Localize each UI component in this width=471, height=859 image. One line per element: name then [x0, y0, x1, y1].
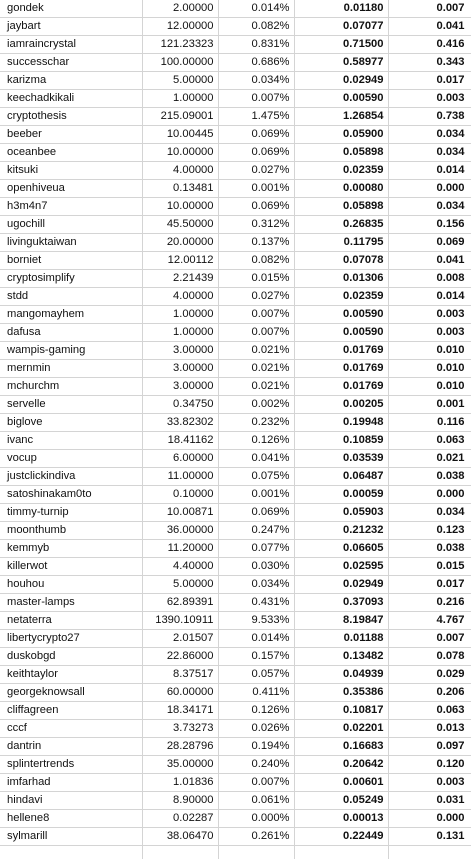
- amount-cell[interactable]: 1.00000: [142, 306, 218, 324]
- name-cell[interactable]: livinguktaiwan: [0, 234, 142, 252]
- payout-cell[interactable]: 0.216: [388, 594, 471, 612]
- amount-cell[interactable]: 3.73273: [142, 720, 218, 738]
- table-row: [0, 432, 471, 450]
- share-cell[interactable]: 0.01188: [294, 630, 388, 648]
- table-row: [0, 576, 471, 594]
- name-cell[interactable]: ivanc: [0, 432, 142, 450]
- payout-cell[interactable]: 0.003: [388, 774, 471, 792]
- percent-cell[interactable]: 0.021%: [218, 342, 294, 360]
- payout-cell[interactable]: 0.008: [388, 270, 471, 288]
- amount-cell[interactable]: 38.06470: [142, 828, 218, 846]
- table-row: [0, 252, 471, 270]
- name-cell[interactable]: justclickindiva: [0, 468, 142, 486]
- amount-cell[interactable]: 0.34750: [142, 396, 218, 414]
- share-cell[interactable]: 0.02595: [294, 558, 388, 576]
- amount-cell[interactable]: 10.00000: [142, 198, 218, 216]
- percent-cell[interactable]: 0.075%: [218, 468, 294, 486]
- table-row: [0, 162, 471, 180]
- table-row: [0, 792, 471, 810]
- payout-cell[interactable]: 0.038: [388, 540, 471, 558]
- name-cell[interactable]: mchurchm: [0, 378, 142, 396]
- amount-cell[interactable]: 5.00000: [142, 72, 218, 90]
- share-cell[interactable]: 0.01180: [294, 0, 388, 18]
- payout-cell[interactable]: 0.343: [388, 54, 471, 72]
- share-cell[interactable]: 0.21232: [294, 522, 388, 540]
- percent-cell[interactable]: 0.007%: [218, 324, 294, 342]
- table-row: [0, 630, 471, 648]
- amount-cell[interactable]: 12.00000: [142, 18, 218, 36]
- amount-cell[interactable]: 8.90000: [142, 792, 218, 810]
- percent-cell[interactable]: 0.431%: [218, 594, 294, 612]
- table-row: [0, 612, 471, 630]
- table-row: [0, 90, 471, 108]
- name-cell[interactable]: kitsuki: [0, 162, 142, 180]
- name-cell[interactable]: borniet: [0, 252, 142, 270]
- table-row: [0, 126, 471, 144]
- name-cell[interactable]: h3m4n7: [0, 198, 142, 216]
- amount-cell[interactable]: 3.00000: [142, 342, 218, 360]
- share-cell[interactable]: [294, 846, 388, 859]
- amount-cell[interactable]: 62.89391: [142, 594, 218, 612]
- payout-cell[interactable]: 0.156: [388, 216, 471, 234]
- share-cell[interactable]: 0.10817: [294, 702, 388, 720]
- amount-cell[interactable]: [142, 846, 218, 859]
- payout-cell[interactable]: 0.007: [388, 0, 471, 18]
- amount-cell[interactable]: 2.01507: [142, 630, 218, 648]
- amount-cell[interactable]: 215.09001: [142, 108, 218, 126]
- share-cell[interactable]: 0.02949: [294, 72, 388, 90]
- table-row: [0, 144, 471, 162]
- percent-cell[interactable]: 0.240%: [218, 756, 294, 774]
- payout-cell[interactable]: 0.097: [388, 738, 471, 756]
- share-cell[interactable]: 0.11795: [294, 234, 388, 252]
- table-row: [0, 180, 471, 198]
- table-row: [0, 720, 471, 738]
- share-cell[interactable]: 0.01769: [294, 360, 388, 378]
- name-cell[interactable]: mangomayhem: [0, 306, 142, 324]
- name-cell[interactable]: imfarhad: [0, 774, 142, 792]
- name-cell[interactable]: cliffagreen: [0, 702, 142, 720]
- percent-cell[interactable]: 1.475%: [218, 108, 294, 126]
- name-cell[interactable]: biglove: [0, 414, 142, 432]
- payout-cell[interactable]: 0.010: [388, 378, 471, 396]
- name-cell[interactable]: sylmarill: [0, 828, 142, 846]
- payout-cell[interactable]: 0.123: [388, 522, 471, 540]
- percent-cell[interactable]: 0.007%: [218, 306, 294, 324]
- share-cell[interactable]: 1.26854: [294, 108, 388, 126]
- percent-cell[interactable]: 0.026%: [218, 720, 294, 738]
- name-cell[interactable]: libertycrypto27: [0, 630, 142, 648]
- percent-cell[interactable]: 0.686%: [218, 54, 294, 72]
- name-cell[interactable]: houhou: [0, 576, 142, 594]
- table-row: [0, 756, 471, 774]
- table-row: [0, 288, 471, 306]
- share-cell[interactable]: 0.10859: [294, 432, 388, 450]
- table-row: [0, 234, 471, 252]
- share-cell[interactable]: 0.01769: [294, 342, 388, 360]
- amount-cell[interactable]: 1.00000: [142, 324, 218, 342]
- amount-cell[interactable]: 4.00000: [142, 162, 218, 180]
- percent-cell[interactable]: 0.126%: [218, 432, 294, 450]
- table-row: [0, 72, 471, 90]
- payout-cell[interactable]: 0.014: [388, 288, 471, 306]
- table-row: [0, 324, 471, 342]
- amount-cell[interactable]: 1.00000: [142, 90, 218, 108]
- amount-cell[interactable]: 3.00000: [142, 360, 218, 378]
- amount-cell[interactable]: 36.00000: [142, 522, 218, 540]
- percent-cell[interactable]: 0.041%: [218, 450, 294, 468]
- percent-cell[interactable]: 0.126%: [218, 702, 294, 720]
- name-cell[interactable]: oceanbee: [0, 144, 142, 162]
- percent-cell[interactable]: 0.082%: [218, 252, 294, 270]
- payout-cell[interactable]: 0.003: [388, 324, 471, 342]
- amount-cell[interactable]: 60.00000: [142, 684, 218, 702]
- name-cell[interactable]: successchar: [0, 54, 142, 72]
- share-cell[interactable]: 0.06487: [294, 468, 388, 486]
- percent-cell[interactable]: 0.247%: [218, 522, 294, 540]
- table-row: [0, 504, 471, 522]
- share-cell[interactable]: 0.04939: [294, 666, 388, 684]
- amount-cell[interactable]: 5.00000: [142, 576, 218, 594]
- payout-cell[interactable]: 0.069: [388, 234, 471, 252]
- table-row: [0, 738, 471, 756]
- share-cell[interactable]: 8.19847: [294, 612, 388, 630]
- share-cell[interactable]: 0.00080: [294, 180, 388, 198]
- table-row: [0, 810, 471, 828]
- table-row: [0, 540, 471, 558]
- amount-cell[interactable]: 11.20000: [142, 540, 218, 558]
- amount-cell[interactable]: 18.34171: [142, 702, 218, 720]
- table-row: [0, 468, 471, 486]
- share-cell[interactable]: 0.00590: [294, 90, 388, 108]
- table-row: [0, 36, 471, 54]
- amount-cell[interactable]: 2.00000: [142, 0, 218, 18]
- share-cell[interactable]: 0.22449: [294, 828, 388, 846]
- share-cell[interactable]: 0.03539: [294, 450, 388, 468]
- payout-cell[interactable]: 0.078: [388, 648, 471, 666]
- amount-cell[interactable]: 10.00445: [142, 126, 218, 144]
- payout-cell[interactable]: 0.003: [388, 90, 471, 108]
- table-row: [0, 270, 471, 288]
- amount-cell[interactable]: 3.00000: [142, 378, 218, 396]
- percent-cell[interactable]: 0.007%: [218, 90, 294, 108]
- amount-cell[interactable]: 35.00000: [142, 756, 218, 774]
- payout-cell[interactable]: 0.010: [388, 342, 471, 360]
- payout-cell[interactable]: 0.034: [388, 144, 471, 162]
- payout-cell[interactable]: 0.021: [388, 450, 471, 468]
- share-cell[interactable]: 0.00601: [294, 774, 388, 792]
- amount-cell[interactable]: 12.00112: [142, 252, 218, 270]
- amount-cell[interactable]: 1.01836: [142, 774, 218, 792]
- percent-cell[interactable]: 0.232%: [218, 414, 294, 432]
- table-row: [0, 450, 471, 468]
- table-row: [0, 684, 471, 702]
- table-row: [0, 414, 471, 432]
- table-row: [0, 594, 471, 612]
- table-row: [0, 342, 471, 360]
- amount-cell[interactable]: 33.82302: [142, 414, 218, 432]
- table-row: [0, 108, 471, 126]
- name-cell[interactable]: stdd: [0, 288, 142, 306]
- amount-cell[interactable]: 4.40000: [142, 558, 218, 576]
- amount-cell[interactable]: 11.00000: [142, 468, 218, 486]
- share-cell[interactable]: 0.58977: [294, 54, 388, 72]
- amount-cell[interactable]: 6.00000: [142, 450, 218, 468]
- amount-cell[interactable]: 10.00000: [142, 144, 218, 162]
- percent-cell[interactable]: 0.034%: [218, 576, 294, 594]
- amount-cell[interactable]: 100.00000: [142, 54, 218, 72]
- table-row: [0, 0, 471, 18]
- payout-cell[interactable]: 0.131: [388, 828, 471, 846]
- table-row: [0, 396, 471, 414]
- payout-cell[interactable]: 0.000: [388, 486, 471, 504]
- payout-cell[interactable]: 0.017: [388, 576, 471, 594]
- table-row: [0, 198, 471, 216]
- amount-cell[interactable]: 121.23323: [142, 36, 218, 54]
- payout-cell[interactable]: 0.015: [388, 558, 471, 576]
- name-cell[interactable]: dantrin: [0, 738, 142, 756]
- name-cell[interactable]: beeber: [0, 126, 142, 144]
- share-cell[interactable]: 0.05900: [294, 126, 388, 144]
- percent-cell[interactable]: 0.007%: [218, 774, 294, 792]
- table-row: [0, 378, 471, 396]
- percent-cell[interactable]: 0.312%: [218, 216, 294, 234]
- share-cell[interactable]: 0.06605: [294, 540, 388, 558]
- payout-cell[interactable]: 0.014: [388, 162, 471, 180]
- payout-cell[interactable]: 0.000: [388, 810, 471, 828]
- name-cell[interactable]: wampis-gaming: [0, 342, 142, 360]
- payout-cell[interactable]: 0.038: [388, 468, 471, 486]
- table-row: [0, 558, 471, 576]
- name-cell[interactable]: mernmin: [0, 360, 142, 378]
- payout-cell[interactable]: 0.063: [388, 432, 471, 450]
- percent-cell[interactable]: 0.027%: [218, 288, 294, 306]
- share-cell[interactable]: 0.19948: [294, 414, 388, 432]
- percent-cell[interactable]: 0.411%: [218, 684, 294, 702]
- share-cell[interactable]: 0.00013: [294, 810, 388, 828]
- name-cell[interactable]: cccf: [0, 720, 142, 738]
- share-cell[interactable]: 0.02359: [294, 288, 388, 306]
- table-row: [0, 18, 471, 36]
- payout-cell[interactable]: 0.041: [388, 252, 471, 270]
- payout-cell[interactable]: 0.017: [388, 72, 471, 90]
- table-row: [0, 522, 471, 540]
- share-cell[interactable]: 0.02201: [294, 720, 388, 738]
- name-cell[interactable]: servelle: [0, 396, 142, 414]
- share-cell[interactable]: 0.71500: [294, 36, 388, 54]
- payout-cell[interactable]: 0.041: [388, 18, 471, 36]
- percent-cell[interactable]: 0.014%: [218, 0, 294, 18]
- share-cell[interactable]: 0.26835: [294, 216, 388, 234]
- share-cell[interactable]: 0.05249: [294, 792, 388, 810]
- share-cell[interactable]: 0.00590: [294, 324, 388, 342]
- amount-cell[interactable]: 18.41162: [142, 432, 218, 450]
- name-cell[interactable]: keithtaylor: [0, 666, 142, 684]
- share-cell[interactable]: 0.20642: [294, 756, 388, 774]
- payout-cell[interactable]: 0.116: [388, 414, 471, 432]
- payout-cell[interactable]: 0.063: [388, 702, 471, 720]
- payout-cell[interactable]: 0.001: [388, 396, 471, 414]
- name-cell[interactable]: [0, 846, 142, 859]
- share-cell[interactable]: 0.00059: [294, 486, 388, 504]
- table-row: [0, 648, 471, 666]
- share-cell[interactable]: 0.07078: [294, 252, 388, 270]
- payout-cell[interactable]: 0.034: [388, 198, 471, 216]
- percent-cell[interactable]: 0.082%: [218, 18, 294, 36]
- name-cell[interactable]: splintertrends: [0, 756, 142, 774]
- name-cell[interactable]: keechadkikali: [0, 90, 142, 108]
- amount-cell[interactable]: 0.13481: [142, 180, 218, 198]
- amount-cell[interactable]: 28.28796: [142, 738, 218, 756]
- amount-cell[interactable]: 1390.10911: [142, 612, 218, 630]
- amount-cell[interactable]: 45.50000: [142, 216, 218, 234]
- payout-cell[interactable]: 0.029: [388, 666, 471, 684]
- share-cell[interactable]: 0.00205: [294, 396, 388, 414]
- name-cell[interactable]: master-lamps: [0, 594, 142, 612]
- table-row: [0, 846, 471, 859]
- payout-cell[interactable]: 0.013: [388, 720, 471, 738]
- percent-cell[interactable]: 0.077%: [218, 540, 294, 558]
- amount-cell[interactable]: 2.21439: [142, 270, 218, 288]
- share-cell[interactable]: 0.37093: [294, 594, 388, 612]
- table-row: [0, 306, 471, 324]
- percent-cell[interactable]: 0.021%: [218, 360, 294, 378]
- payout-cell[interactable]: 0.206: [388, 684, 471, 702]
- percent-cell[interactable]: 0.001%: [218, 486, 294, 504]
- share-cell[interactable]: 0.01306: [294, 270, 388, 288]
- percent-cell[interactable]: 0.015%: [218, 270, 294, 288]
- table-row: [0, 54, 471, 72]
- percent-cell[interactable]: 0.831%: [218, 36, 294, 54]
- percent-cell[interactable]: 0.069%: [218, 126, 294, 144]
- percent-cell[interactable]: 0.027%: [218, 162, 294, 180]
- name-cell[interactable]: killerwot: [0, 558, 142, 576]
- payout-cell[interactable]: 0.120: [388, 756, 471, 774]
- percent-cell[interactable]: 0.194%: [218, 738, 294, 756]
- share-cell[interactable]: 0.01769: [294, 378, 388, 396]
- percent-cell[interactable]: 0.001%: [218, 180, 294, 198]
- amount-cell[interactable]: 10.00871: [142, 504, 218, 522]
- percent-cell[interactable]: 0.002%: [218, 396, 294, 414]
- percent-cell[interactable]: 0.261%: [218, 828, 294, 846]
- percent-cell[interactable]: 9.533%: [218, 612, 294, 630]
- share-cell[interactable]: 0.05898: [294, 144, 388, 162]
- amount-cell[interactable]: 20.00000: [142, 234, 218, 252]
- share-cell[interactable]: 0.16683: [294, 738, 388, 756]
- name-cell[interactable]: hindavi: [0, 792, 142, 810]
- amount-cell[interactable]: 4.00000: [142, 288, 218, 306]
- payout-cell[interactable]: [388, 846, 471, 859]
- share-cell[interactable]: 0.13482: [294, 648, 388, 666]
- share-cell[interactable]: 0.02359: [294, 162, 388, 180]
- name-cell[interactable]: hellene8: [0, 810, 142, 828]
- percent-cell[interactable]: 0.021%: [218, 378, 294, 396]
- table-row: [0, 216, 471, 234]
- percent-cell[interactable]: 0.030%: [218, 558, 294, 576]
- name-cell[interactable]: ugochill: [0, 216, 142, 234]
- payout-cell[interactable]: 0.010: [388, 360, 471, 378]
- percent-cell[interactable]: 0.157%: [218, 648, 294, 666]
- amount-cell[interactable]: 22.86000: [142, 648, 218, 666]
- name-cell[interactable]: iamraincrystal: [0, 36, 142, 54]
- percent-cell[interactable]: 0.034%: [218, 72, 294, 90]
- share-cell[interactable]: 0.35386: [294, 684, 388, 702]
- payout-cell[interactable]: 0.416: [388, 36, 471, 54]
- percent-cell[interactable]: 0.137%: [218, 234, 294, 252]
- share-cell[interactable]: 0.07077: [294, 18, 388, 36]
- payout-cell[interactable]: 4.767: [388, 612, 471, 630]
- name-cell[interactable]: georgeknowsall: [0, 684, 142, 702]
- table-row: [0, 486, 471, 504]
- amount-cell[interactable]: 0.10000: [142, 486, 218, 504]
- percent-cell[interactable]: 0.000%: [218, 810, 294, 828]
- amount-cell[interactable]: 8.37517: [142, 666, 218, 684]
- percent-cell[interactable]: 0.069%: [218, 504, 294, 522]
- payout-cell[interactable]: 0.000: [388, 180, 471, 198]
- percent-cell[interactable]: 0.069%: [218, 198, 294, 216]
- amount-cell[interactable]: 0.02287: [142, 810, 218, 828]
- share-cell[interactable]: 0.05898: [294, 198, 388, 216]
- name-cell[interactable]: cryptosimplify: [0, 270, 142, 288]
- name-cell[interactable]: karizma: [0, 72, 142, 90]
- payout-cell[interactable]: 0.007: [388, 630, 471, 648]
- share-cell[interactable]: 0.05903: [294, 504, 388, 522]
- payout-cell[interactable]: 0.031: [388, 792, 471, 810]
- name-cell[interactable]: vocup: [0, 450, 142, 468]
- percent-cell[interactable]: 0.069%: [218, 144, 294, 162]
- name-cell[interactable]: cryptothesis: [0, 108, 142, 126]
- name-cell[interactable]: satoshinakam0to: [0, 486, 142, 504]
- table-row: [0, 702, 471, 720]
- payout-cell[interactable]: 0.034: [388, 126, 471, 144]
- table-row: [0, 360, 471, 378]
- percent-cell[interactable]: 0.014%: [218, 630, 294, 648]
- table-row: [0, 828, 471, 846]
- payout-cell[interactable]: 0.003: [388, 306, 471, 324]
- payout-cell[interactable]: 0.738: [388, 108, 471, 126]
- name-cell[interactable]: moonthumb: [0, 522, 142, 540]
- name-cell[interactable]: netaterra: [0, 612, 142, 630]
- name-cell[interactable]: timmy-turnip: [0, 504, 142, 522]
- payout-cell[interactable]: 0.034: [388, 504, 471, 522]
- table-row: [0, 774, 471, 792]
- percent-cell[interactable]: [218, 846, 294, 859]
- percent-cell[interactable]: 0.057%: [218, 666, 294, 684]
- percent-cell[interactable]: 0.061%: [218, 792, 294, 810]
- name-cell[interactable]: duskobgd: [0, 648, 142, 666]
- name-cell[interactable]: jaybart: [0, 18, 142, 36]
- name-cell[interactable]: openhiveua: [0, 180, 142, 198]
- name-cell[interactable]: kemmyb: [0, 540, 142, 558]
- name-cell[interactable]: dafusa: [0, 324, 142, 342]
- table-row: [0, 666, 471, 684]
- name-cell[interactable]: gondek: [0, 0, 142, 18]
- share-cell[interactable]: 0.02949: [294, 576, 388, 594]
- share-cell[interactable]: 0.00590: [294, 306, 388, 324]
